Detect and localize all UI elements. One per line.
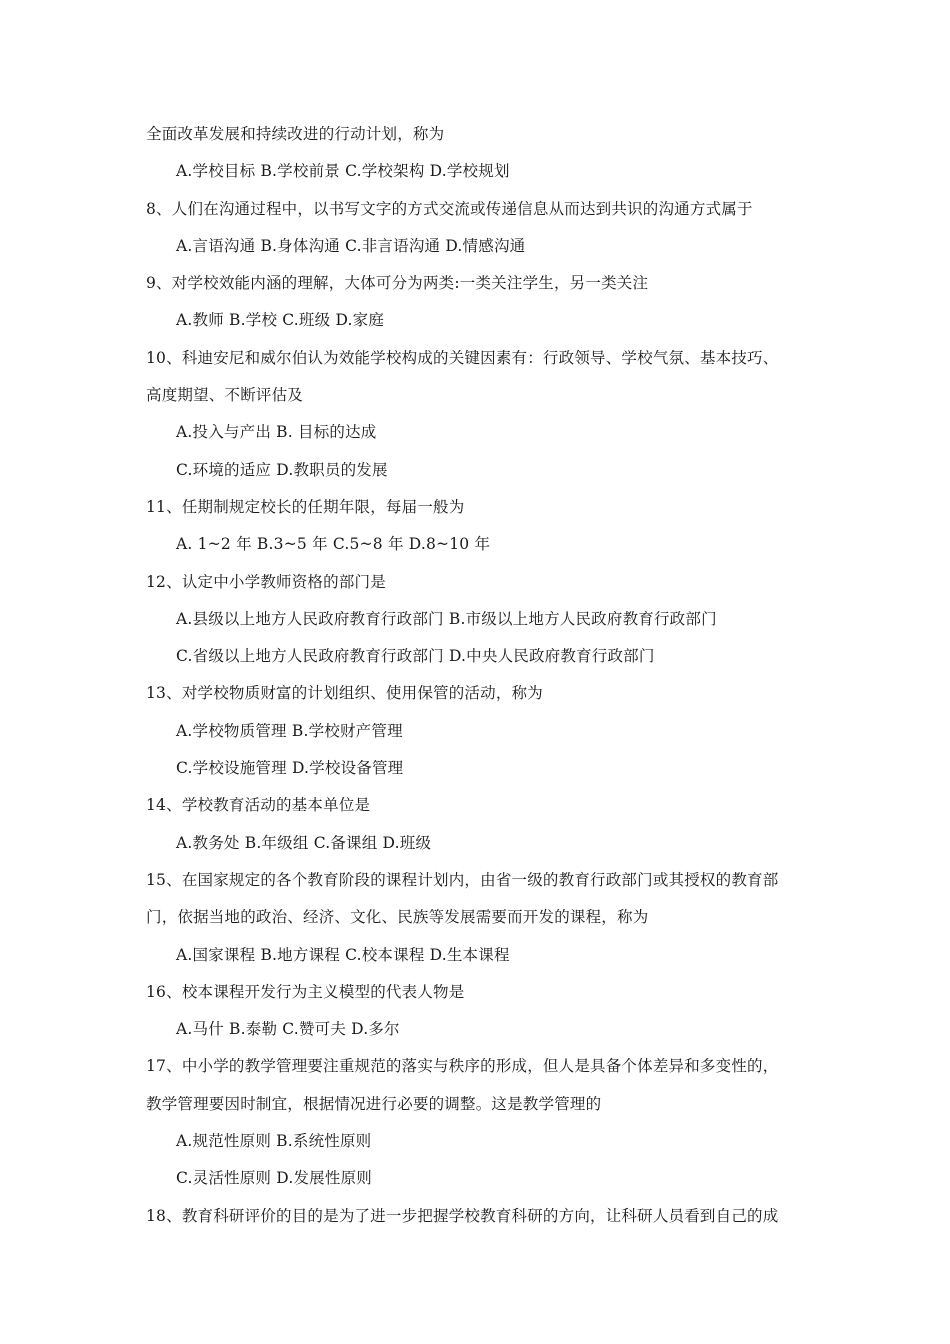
question-text-line: 15、在国家规定的各个教育阶段的课程计划内，由省一级的教育行政部门或其授权的教育部	[146, 870, 779, 889]
answer-options-line: A.县级以上地方人民政府教育行政部门 B.市级以上地方人民政府教育行政部门	[176, 609, 717, 628]
question-text-line: 17、中小学的教学管理要注重规范的落实与秩序的形成，但人是具备个体差异和多变性的，	[146, 1057, 779, 1076]
question-text-line: 9、对学校效能内涵的理解，大体可分为两类:一类关注学生，另一类关注	[146, 274, 649, 293]
question-text-line: 16、校本课程开发行为主义模型的代表人物是	[146, 982, 465, 1001]
answer-options-line: A.国家课程 B.地方课程 C.校本课程 D.生本课程	[176, 945, 510, 964]
question-text-line: 10、科迪安尼和威尔伯认为效能学校构成的关键因素有：行政领导、学校气氛、基本技巧、	[146, 348, 779, 367]
answer-options-line: A.规范性原则 B.系统性原则	[176, 1132, 372, 1151]
question-text-line: 13、对学校物质财富的计划组织、使用保管的活动，称为	[146, 684, 543, 703]
question-text-line: 11、任期制规定校长的任期年限，每届一般为	[146, 497, 465, 516]
answer-options-line: C.省级以上地方人民政府教育行政部门 D.中央人民政府教育行政部门	[176, 647, 655, 666]
answer-options-line: C.学校设施管理 D.学校设备管理	[176, 759, 404, 778]
answer-options-line: A.教务处 B.年级组 C.备课组 D.班级	[176, 833, 432, 852]
answer-options-line: A.投入与产出 B. 目标的达成	[176, 423, 377, 442]
question-text-line: 18、教育科研评价的目的是为了进一步把握学校教育科研的方向，让科研人员看到自己的成	[146, 1206, 779, 1225]
document-body	[146, 123, 826, 1242]
answer-options-line: A.言语沟通 B.身体沟通 C.非言语沟通 D.情感沟通	[176, 236, 526, 255]
answer-options-line: A. 1~2 年 B.3~5 年 C.5~8 年 D.8~10 年	[176, 535, 491, 554]
answer-options-line: A.学校目标 B.学校前景 C.学校架构 D.学校规划	[176, 162, 510, 181]
answer-options-line: A.马什 B.泰勒 C.赞可夫 D.多尔	[176, 1020, 400, 1039]
question-text-line: 门，依据当地的政治、经济、文化、民族等发展需要而开发的课程，称为	[146, 908, 649, 927]
answer-options-line: A.教师 B.学校 C.班级 D.家庭	[176, 311, 385, 330]
answer-options-line: C.灵活性原则 D.发展性原则	[176, 1169, 372, 1188]
answer-options-line: A.学校物质管理 B.学校财产管理	[176, 721, 403, 740]
question-text-line: 12、认定中小学教师资格的部门是	[146, 572, 386, 591]
question-text-line: 全面改革发展和持续改进的行动计划，称为	[146, 125, 445, 143]
question-text-line: 8、人们在沟通过程中，以书写文字的方式交流或传递信息从而达到共识的沟通方式属于	[146, 199, 753, 218]
answer-options-line: C.环境的适应 D.教职员的发展	[176, 460, 388, 479]
question-text-line: 14、学校教育活动的基本单位是	[146, 796, 371, 815]
question-text-line: 教学管理要因时制宜，根据情况进行必要的调整。这是教学管理的	[146, 1094, 602, 1113]
question-text-line: 高度期望、不断评估及	[146, 386, 304, 405]
